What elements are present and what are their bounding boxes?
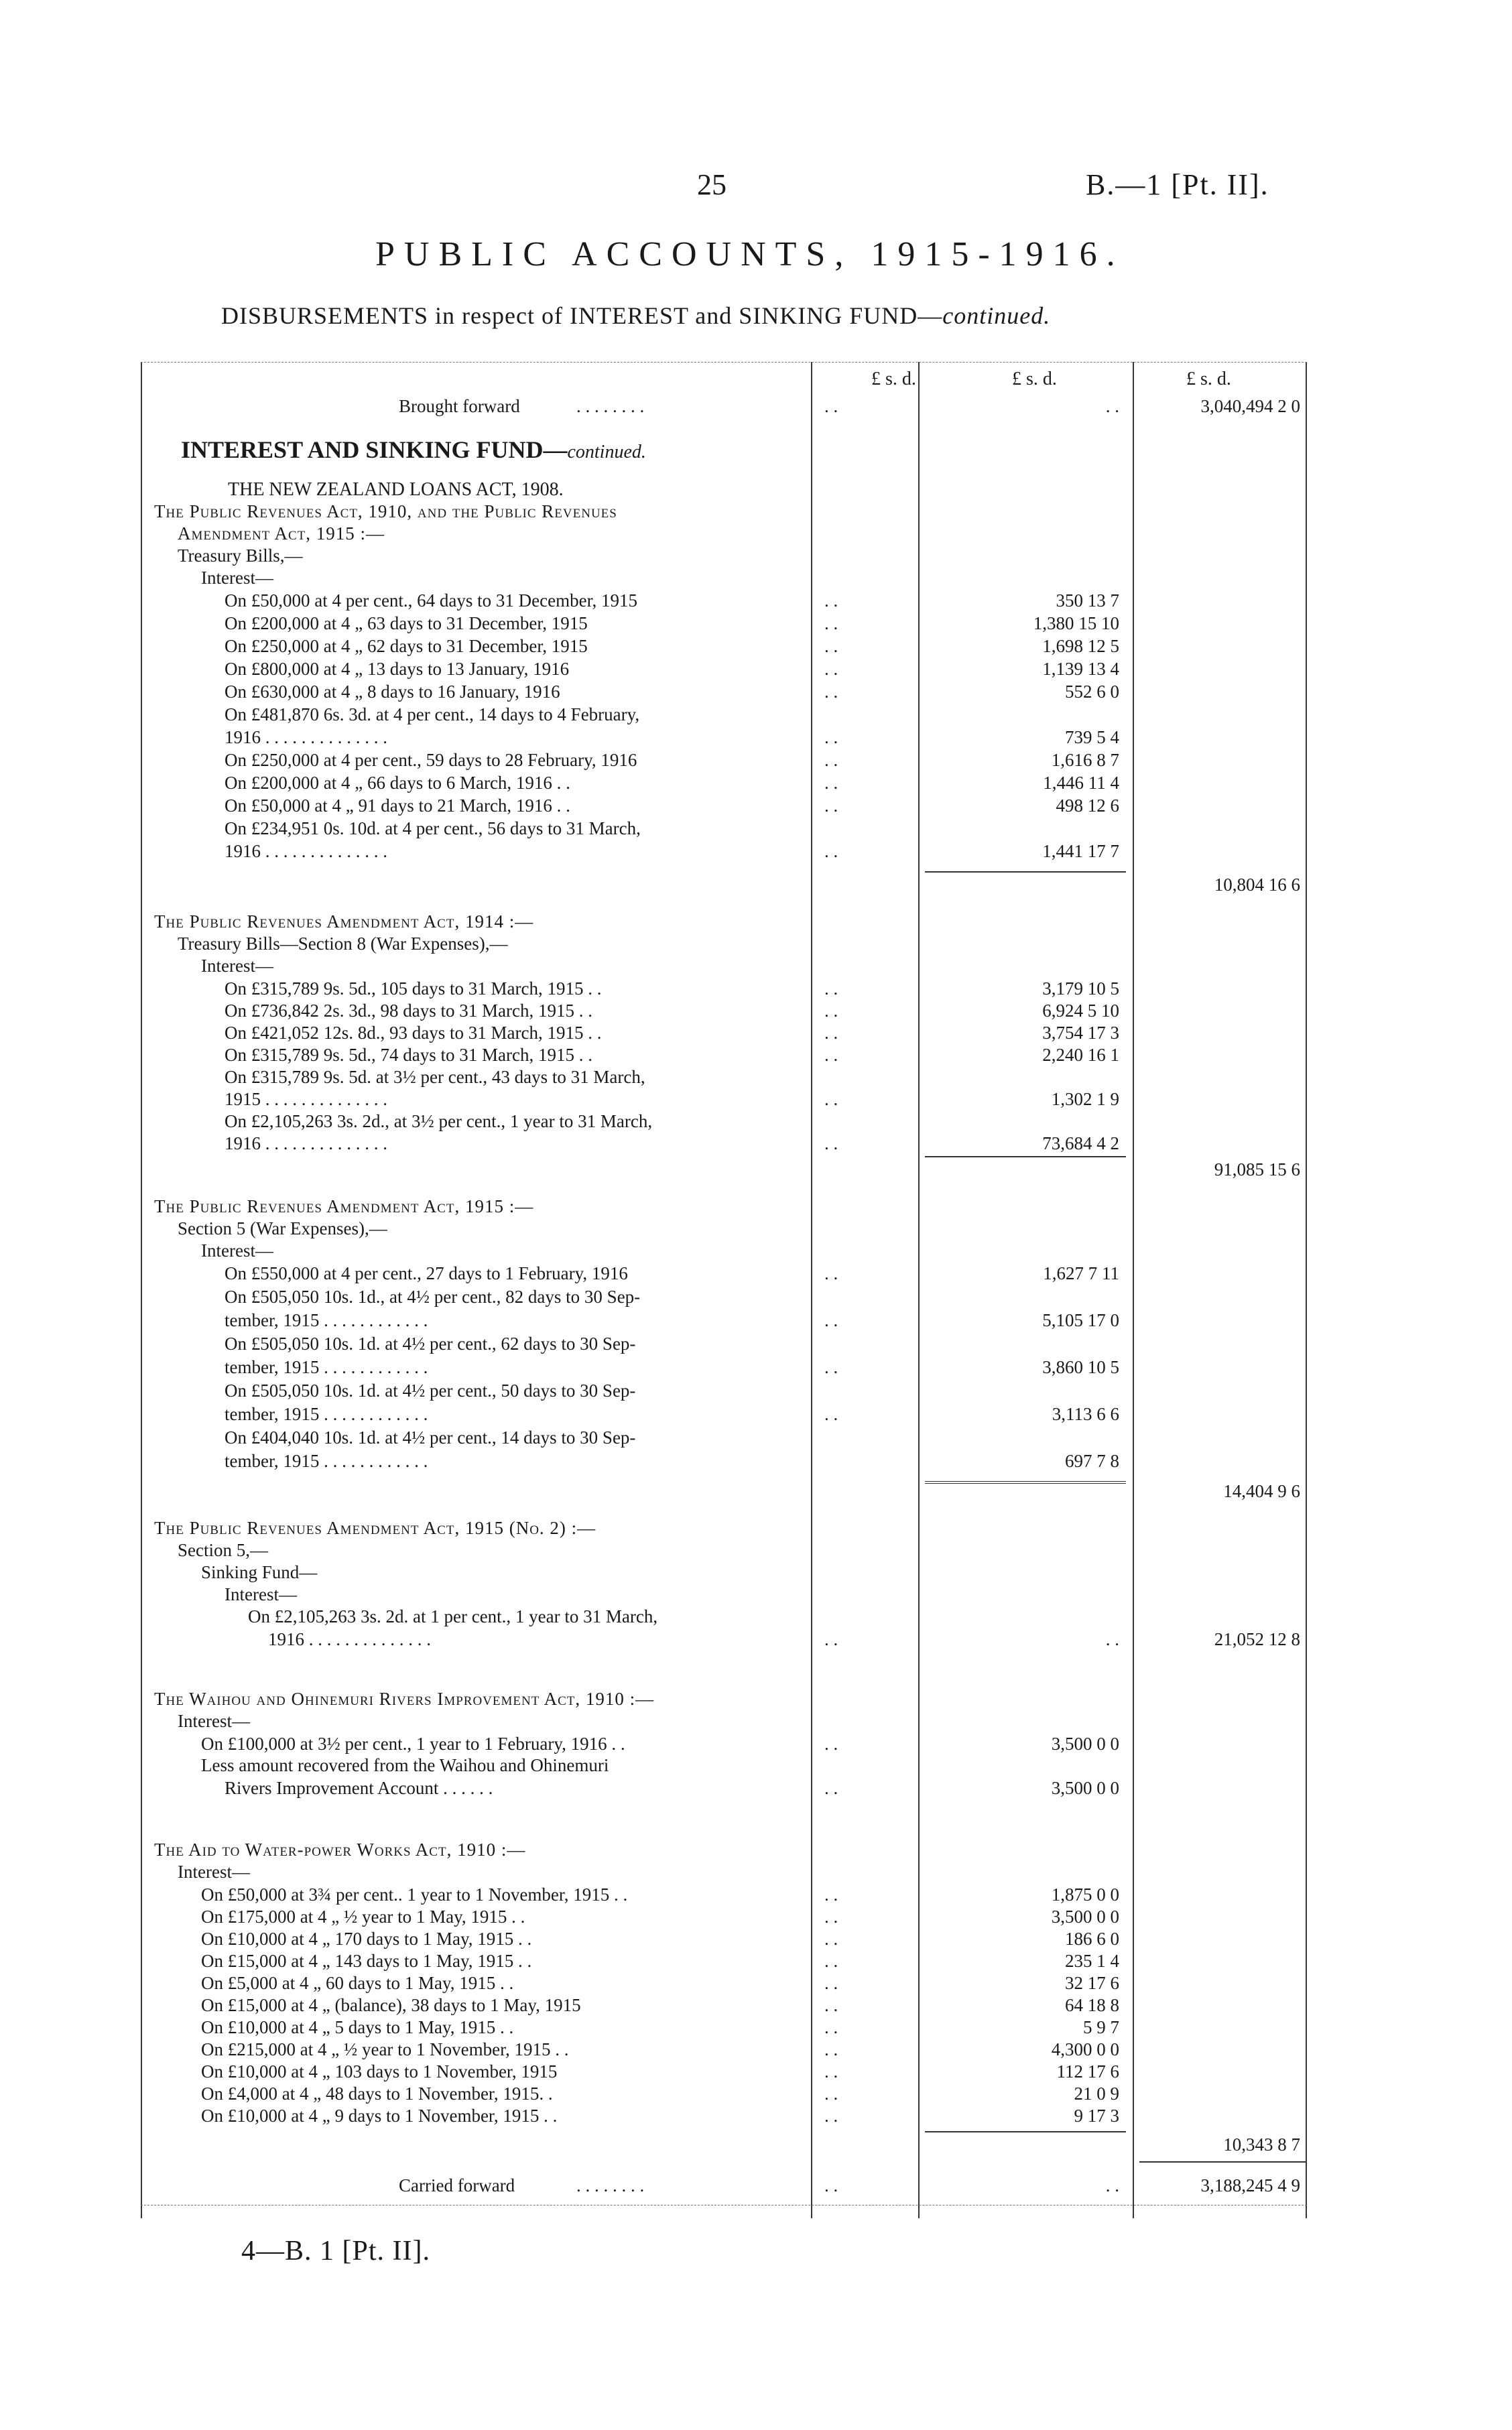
section-heading-cont: continued. — [567, 442, 646, 462]
row-amount: 5,105 17 0 — [1042, 1310, 1119, 1330]
rule-top — [141, 362, 1307, 363]
disbursement-table — [141, 348, 1307, 2218]
row-amount: 1,616 8 7 — [1051, 750, 1119, 770]
brought-forward-c3: 3,040,494 2 0 — [1200, 396, 1300, 416]
row-amount: 1,627 7 11 — [1043, 1263, 1119, 1283]
table-row — [141, 1380, 1307, 1402]
row-col1: . . — [824, 2084, 838, 2104]
row-amount: 32 17 6 — [1065, 1973, 1119, 1993]
row-description: 1916 . . . . . . . . . . . . . . — [225, 1133, 387, 1153]
waihou-row1-e: . . — [824, 1734, 838, 1754]
row-col1: . . — [824, 590, 838, 611]
row-col1: . . — [824, 1133, 838, 1153]
water-power-interest: Interest— — [178, 1862, 250, 1882]
row-col1: . . — [824, 1045, 838, 1065]
table-row — [141, 772, 1307, 794]
waihou-row1-desc: On £100,000 at 3½ per cent., 1 year to 1 February, 1916 . . — [201, 1734, 625, 1754]
carried-forward-c3: 3,188,245 4 9 — [1200, 2175, 1300, 2195]
row-amount: 498 12 6 — [1056, 795, 1119, 816]
row-description: On £15,000 at 4 „ 143 days to 1 May, 1915 . . — [201, 1951, 532, 1971]
table-row — [141, 1263, 1307, 1285]
table-row — [141, 726, 1307, 749]
table-row — [141, 1133, 1307, 1155]
table-row — [141, 1427, 1307, 1449]
nz-loans-interest: Interest— — [201, 568, 273, 588]
row-col1: . . — [824, 978, 838, 999]
row-amount: 5 9 7 — [1083, 2017, 1119, 2037]
row-description: On £5,000 at 4 „ 60 days to 1 May, 1915 . . — [201, 1973, 514, 1993]
row-col1: . . — [824, 659, 838, 679]
row-col1: . . — [824, 636, 838, 656]
row-amount: 1,302 1 9 — [1051, 1089, 1119, 1109]
col3-header: £ s. d. — [1186, 369, 1231, 389]
waihou-act: The Waihou and Ohinemuri Rivers Improvement Act, 1910 :— — [154, 1689, 655, 1709]
table-row — [141, 2039, 1307, 2061]
pra1915-2-total: 21,052 12 8 — [1214, 1629, 1300, 1649]
row-col1: . . — [824, 1404, 838, 1424]
table-row — [141, 1022, 1307, 1044]
pra1914-total: 91,085 15 6 — [1214, 1159, 1300, 1179]
table-row — [141, 635, 1307, 657]
row-col1: . . — [824, 1310, 838, 1330]
nz-loans-act-line2: Amendment Act, 1915 :— — [178, 523, 385, 543]
row-description: On £50,000 at 4 per cent., 64 days to 31 December, 1915 — [225, 590, 638, 611]
row-amount: 350 13 7 — [1056, 590, 1119, 611]
row-description: On £10,000 at 4 „ 103 days to 1 November, 1915 — [201, 2061, 558, 2082]
table-row — [141, 613, 1307, 635]
nz-loans-subtotal-rule — [925, 871, 1126, 873]
carried-forward-c1: . . — [824, 2175, 838, 2195]
pra1915-2-section: Section 5,— — [178, 1540, 268, 1560]
pra1915-2-row — [141, 1628, 1307, 1651]
row-amount: 1,380 15 10 — [1033, 613, 1119, 633]
row-col1: . . — [824, 1995, 838, 2015]
row-description: On £234,951 0s. 10d. at 4 per cent., 56 days to 31 March, — [225, 818, 641, 838]
pra1915-2-act: The Public Revenues Amendment Act, 1915 (No. 2) :— — [154, 1518, 596, 1538]
row-description: On £315,789 9s. 5d., 74 days to 31 March, 1915 . . — [225, 1045, 592, 1065]
row-col1: . . — [824, 1907, 838, 1927]
row-description: On £175,000 at 4 „ ½ year to 1 May, 1915 . . — [201, 1907, 525, 1927]
row-amount: 2,240 16 1 — [1042, 1045, 1119, 1065]
carried-forward-c2: . . — [1105, 2175, 1119, 2195]
waihou-row2-line2: Rivers Improvement Account . . . . . . — [225, 1778, 493, 1798]
row-amount: 4,300 0 0 — [1051, 2039, 1119, 2059]
row-col1: . . — [824, 750, 838, 770]
pra1915-2-row-line2: 1916 . . . . . . . . . . . . . . — [268, 1629, 431, 1649]
row-col1: . . — [824, 727, 838, 747]
pra1915-2-interest: Interest— — [225, 1584, 297, 1604]
table-row — [141, 1309, 1307, 1332]
row-amount: 112 17 6 — [1056, 2061, 1119, 2082]
brought-forward-row — [141, 395, 1307, 418]
row-amount: 739 5 4 — [1065, 727, 1119, 747]
table-row — [141, 1110, 1307, 1133]
row-col1: . . — [824, 1357, 838, 1377]
nz-loans-act-line1: The Public Revenues Act, 1910, and the Public Revenues — [154, 501, 617, 521]
row-amount: 3,860 10 5 — [1042, 1357, 1119, 1377]
row-amount: 9 17 3 — [1074, 2106, 1119, 2126]
row-col1: . . — [824, 773, 838, 793]
waihou-row2-c2: 3,500 0 0 — [1051, 1778, 1119, 1798]
water-power-total: 10,343 8 7 — [1223, 2134, 1300, 2155]
row-description: On £50,000 at 3¾ per cent.. 1 year to 1 November, 1915 . . — [201, 1884, 628, 1905]
row-description: On £481,870 6s. 3d. at 4 per cent., 14 days to 4 February, — [225, 704, 640, 724]
subtitle-continued: continued. — [942, 302, 1051, 329]
pra1915-interest: Interest— — [201, 1240, 273, 1261]
row-col1: . . — [824, 1023, 838, 1043]
water-power-subtotal-rule — [925, 2131, 1126, 2132]
row-col1: . . — [824, 1973, 838, 1993]
pra1914-act: The Public Revenues Amendment Act, 1914 :— — [154, 911, 534, 932]
table-row — [141, 1000, 1307, 1022]
table-row — [141, 658, 1307, 680]
carried-forward-dots: . . . . . . . . — [576, 2175, 645, 2195]
row-description: On £4,000 at 4 „ 48 days to 1 November, 1915. . — [201, 2084, 553, 2104]
document-reference: B.—1 [Pt. II]. — [1086, 168, 1269, 201]
row-amount: 186 6 0 — [1065, 1929, 1119, 1949]
row-col1: . . — [824, 1884, 838, 1905]
page-subtitle — [221, 302, 1050, 330]
row-description: On £2,105,263 3s. 2d., at 3½ per cent., 1 year to 31 March, — [225, 1111, 653, 1131]
row-amount: 3,179 10 5 — [1042, 978, 1119, 999]
row-description: On £250,000 at 4 „ 62 days to 31 December, 1915 — [225, 636, 588, 656]
brought-forward-label: Brought forward — [399, 396, 520, 416]
page-footer: 4—B. 1 [Pt. II]. — [241, 2236, 430, 2266]
pra1915-2-c2: . . — [1105, 1629, 1119, 1649]
row-description: On £10,000 at 4 „ 9 days to 1 November, 1915 . . — [201, 2106, 558, 2126]
table-row — [141, 795, 1307, 817]
pra1914-interest: Interest— — [201, 956, 273, 976]
row-col1: . . — [824, 682, 838, 702]
table-row — [141, 2083, 1307, 2105]
row-description: On £800,000 at 4 „ 13 days to 13 January, 1916 — [225, 659, 570, 679]
table-row — [141, 1994, 1307, 2017]
pra1915-2-sinking: Sinking Fund— — [201, 1562, 318, 1582]
row-description: On £15,000 at 4 „ (balance), 38 days to 1 May, 1915 — [201, 1995, 581, 2015]
row-description: On £200,000 at 4 „ 63 days to 31 December, 1915 — [225, 613, 588, 633]
table-row — [141, 1928, 1307, 1950]
pra1915-2-e: . . — [824, 1629, 838, 1649]
row-description: tember, 1915 . . . . . . . . . . . . — [225, 1310, 428, 1330]
table-row — [141, 2061, 1307, 2083]
page-title: PUBLIC ACCOUNTS, 1915-1916. — [375, 235, 1125, 273]
table-row — [141, 818, 1307, 840]
table-row — [141, 1044, 1307, 1066]
row-description: On £630,000 at 4 „ 8 days to 16 January, 1916 — [225, 682, 560, 702]
row-description: 1916 . . . . . . . . . . . . . . — [225, 727, 387, 747]
brought-forward-c1: . . — [824, 396, 838, 416]
row-amount: 6,924 5 10 — [1042, 1001, 1119, 1021]
row-amount: 3,500 0 0 — [1051, 1907, 1119, 1927]
waihou-row2 — [141, 1777, 1307, 1799]
row-amount: 64 18 8 — [1065, 1995, 1119, 2015]
row-amount: 697 7 8 — [1065, 1451, 1119, 1471]
table-row — [141, 1066, 1307, 1088]
row-description: On £505,050 10s. 1d. at 4½ per cent., 62 days to 30 Sep- — [225, 1334, 636, 1354]
table-row — [141, 1333, 1307, 1355]
row-description: On £421,052 12s. 8d., 93 days to 31 March, 1915 . . — [225, 1023, 602, 1043]
row-col1: . . — [824, 2061, 838, 2082]
row-description: On £404,040 10s. 1d. at 4½ per cent., 14 days to 30 Sep- — [225, 1427, 636, 1448]
row-description: On £315,789 9s. 5d. at 3½ per cent., 43 days to 31 March, — [225, 1067, 645, 1087]
row-description: On £736,842 2s. 3d., 98 days to 31 March, 1915 . . — [225, 1001, 592, 1021]
row-amount: 1,875 0 0 — [1051, 1884, 1119, 1905]
waihou-row1 — [141, 1733, 1307, 1755]
carried-forward-row — [141, 2175, 1307, 2197]
pra1915-2-row-line1: On £2,105,263 3s. 2d. at 1 per cent., 1 year to 31 March, — [248, 1606, 658, 1626]
row-amount: 1,441 17 7 — [1042, 841, 1119, 861]
brought-forward-dots: . . . . . . . . — [576, 396, 645, 416]
table-row — [141, 1356, 1307, 1379]
table-row — [141, 704, 1307, 726]
section-heading — [181, 436, 646, 464]
table-row — [141, 2017, 1307, 2039]
row-description: On £250,000 at 4 per cent., 59 days to 28 February, 1916 — [225, 750, 637, 770]
row-amount: 21 0 9 — [1074, 2084, 1119, 2104]
section-heading-text: INTEREST AND SINKING FUND— — [181, 436, 568, 463]
waihou-row2-line1: Less amount recovered from the Waihou and Ohinemuri — [201, 1755, 609, 1775]
row-amount: 73,684 4 2 — [1042, 1133, 1119, 1153]
row-amount: 1,698 12 5 — [1042, 636, 1119, 656]
waihou-row1-c2: 3,500 0 0 — [1051, 1734, 1119, 1754]
row-col1: . . — [824, 613, 838, 633]
row-description: On £10,000 at 4 „ 5 days to 1 May, 1915 . . — [201, 2017, 514, 2037]
table-row — [141, 978, 1307, 1000]
row-col1: . . — [824, 2017, 838, 2037]
row-amount: 1,446 11 4 — [1043, 773, 1119, 793]
pra1915-act: The Public Revenues Amendment Act, 1915 :— — [154, 1196, 534, 1216]
row-description: On £550,000 at 4 per cent., 27 days to 1 February, 1916 — [225, 1263, 628, 1283]
row-col1: . . — [824, 1951, 838, 1971]
row-col1: . . — [824, 1929, 838, 1949]
table-row — [141, 590, 1307, 612]
table-row — [141, 1403, 1307, 1425]
row-amount: 235 1 4 — [1065, 1951, 1119, 1971]
table-row — [141, 1450, 1307, 1472]
row-description: tember, 1915 . . . . . . . . . . . . — [225, 1451, 428, 1471]
subtitle-main: DISBURSEMENTS in respect of INTEREST and SINKING FUND— — [221, 302, 943, 329]
row-description: On £215,000 at 4 „ ½ year to 1 November, 1915 . . — [201, 2039, 569, 2059]
table-row — [141, 840, 1307, 862]
table-row — [141, 2105, 1307, 2127]
row-description: 1916 . . . . . . . . . . . . . . — [225, 841, 387, 861]
row-amount: 3,113 6 6 — [1052, 1404, 1119, 1424]
table-row — [141, 1286, 1307, 1308]
row-col1: . . — [824, 2106, 838, 2126]
table-row — [141, 1884, 1307, 1906]
table-row — [141, 1972, 1307, 1994]
row-amount: 1,139 13 4 — [1042, 659, 1119, 679]
col2-header: £ s. d. — [1012, 369, 1057, 389]
row-col1: . . — [824, 1001, 838, 1021]
row-col1: . . — [824, 1263, 838, 1283]
row-description: On £200,000 at 4 „ 66 days to 6 March, 1916 . . — [225, 773, 570, 793]
row-amount: 552 6 0 — [1065, 682, 1119, 702]
row-amount: 3,754 17 3 — [1042, 1023, 1119, 1043]
row-description: On £10,000 at 4 „ 170 days to 1 May, 1915 . . — [201, 1929, 532, 1949]
row-description: tember, 1915 . . . . . . . . . . . . — [225, 1357, 428, 1377]
pra1914-subtotal-rule — [925, 1156, 1126, 1157]
col1-header: £ s. d. — [871, 369, 916, 389]
table-row — [141, 681, 1307, 703]
nz-loans-treasury: Treasury Bills,— — [178, 546, 303, 566]
waihou-row2-e: . . — [824, 1778, 838, 1798]
page-number: 25 — [697, 168, 727, 201]
pra1915-total: 14,404 9 6 — [1223, 1481, 1300, 1501]
nz-loans-heading: THE NEW ZEALAND LOANS ACT, 1908. — [228, 479, 564, 500]
grand-total-rule — [1139, 2161, 1306, 2163]
row-col1: . . — [824, 841, 838, 861]
waihou-interest: Interest— — [178, 1711, 250, 1731]
table-row — [141, 1088, 1307, 1110]
water-power-act: The Aid to Water-power Works Act, 1910 :— — [154, 1840, 526, 1860]
brought-forward-c2: . . — [1105, 396, 1119, 416]
table-row — [141, 749, 1307, 771]
pra1914-treasury: Treasury Bills—Section 8 (War Expenses),— — [178, 934, 508, 954]
row-description: On £315,789 9s. 5d., 105 days to 31 March, 1915 . . — [225, 978, 602, 999]
row-col1: . . — [824, 2039, 838, 2059]
row-description: On £505,050 10s. 1d. at 4½ per cent., 50 days to 30 Sep- — [225, 1381, 636, 1401]
row-description: On £505,050 10s. 1d., at 4½ per cent., 82 days to 30 Sep- — [225, 1287, 641, 1307]
nz-loans-total: 10,804 16 6 — [1214, 875, 1300, 895]
row-description: 1915 . . . . . . . . . . . . . . — [225, 1089, 387, 1109]
pra1915-subtotal-rule — [925, 1481, 1126, 1484]
row-col1: . . — [824, 1089, 838, 1109]
pra1915-section: Section 5 (War Expenses),— — [178, 1218, 387, 1238]
row-description: On £50,000 at 4 „ 91 days to 21 March, 1916 . . — [225, 795, 570, 816]
row-description: tember, 1915 . . . . . . . . . . . . — [225, 1404, 428, 1424]
row-col1: . . — [824, 795, 838, 816]
table-row — [141, 1950, 1307, 1972]
carried-forward-label: Carried forward — [399, 2175, 515, 2195]
table-row — [141, 1906, 1307, 1928]
